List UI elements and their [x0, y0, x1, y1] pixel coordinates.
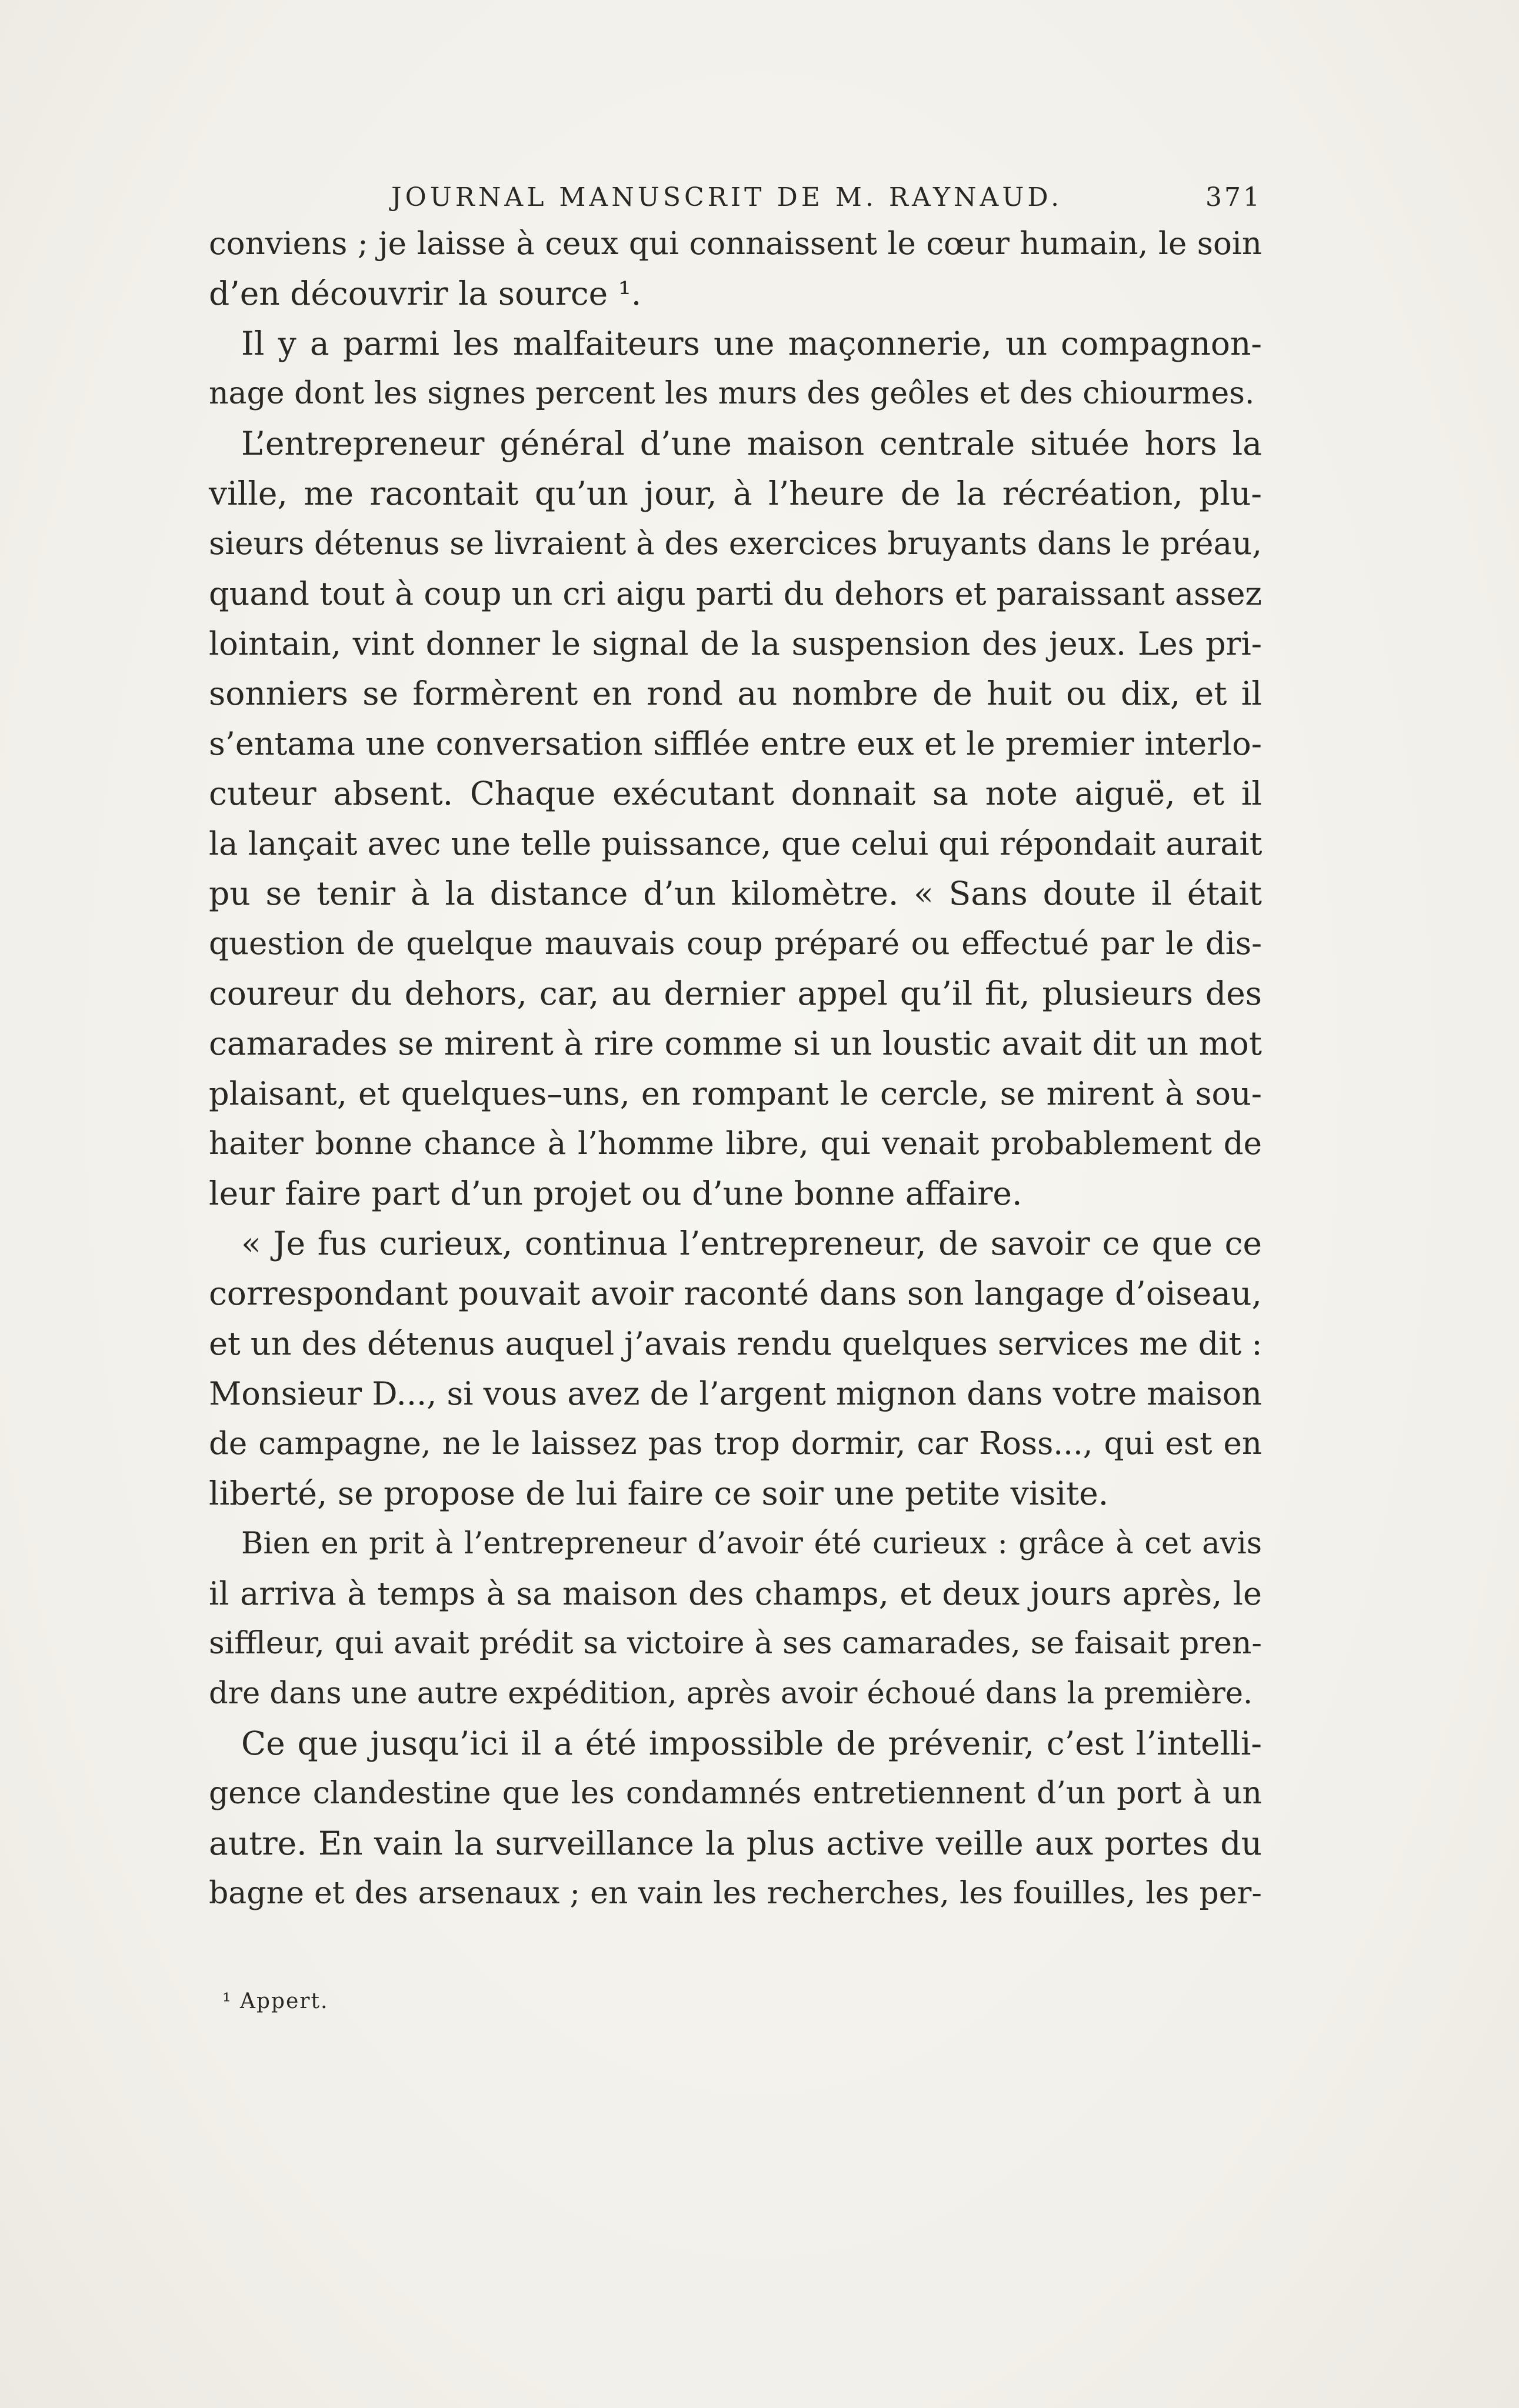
footnote: ¹ Appert. [222, 1989, 329, 2013]
text-line: gence clandestine que les condamnés entretiennent d’un port à un [209, 1776, 1262, 1811]
text-line: bagne et des arsenaux ; en vain les recherches, les fouilles, les per- [209, 1876, 1262, 1911]
text-line: Ce que jusqu’ici il a été impossible de prévenir, c’est l’intelli- [241, 1725, 1262, 1762]
text-line: autre. En vain la surveillance la plus active veille aux portes du [209, 1825, 1262, 1862]
text-line: s’entama une conversation sifflée entre eux et le premier interlo- [209, 725, 1262, 762]
text-line: correspondant pouvait avoir raconté dans son langage d’oiseau, [209, 1275, 1262, 1312]
text-line: haiter bonne chance à l’homme libre, qui venait probablement de [209, 1126, 1262, 1162]
text-line: il arriva à temps à sa maison des champs, et deux jours après, le [209, 1575, 1262, 1612]
text-line: nage dont les signes percent les murs des geôles et des chiourmes. [209, 376, 1255, 411]
text-line: pu se tenir à la distance d’un kilomètre. « Sans doute il était [209, 875, 1262, 912]
running-title: JOURNAL MANUSCRIT DE M. RAYNAUD. [391, 182, 1063, 212]
text-line: Monsieur D..., si vous avez de l’argent mignon dans votre maison [209, 1375, 1262, 1412]
text-line: question de quelque mauvais coup préparé ou effectué par le dis- [209, 926, 1262, 962]
text-line: camarades se mirent à rire comme si un loustic avait dit un mot [209, 1025, 1262, 1062]
text-line: Bien en prit à l’entrepreneur d’avoir été curieux : grâce à cet avis [241, 1526, 1262, 1561]
text-line: et un des détenus auquel j’avais rendu quelques services me dit : [209, 1325, 1262, 1362]
text-line: quand tout à coup un cri aigu parti du dehors et paraissant assez [209, 575, 1262, 612]
text-line: L’entrepreneur général d’une maison centrale située hors la [241, 425, 1262, 462]
text-line: siffleur, qui avait prédit sa victoire à ses camarades, se faisait pren- [209, 1626, 1262, 1661]
text-line: lointain, vint donner le signal de la suspension des jeux. Les pri- [209, 625, 1262, 662]
text-line: d’en découvrir la source ¹. [209, 275, 642, 312]
text-line: sonniers se formèrent en rond au nombre de huit ou dix, et il [209, 675, 1262, 712]
text-line: de campagne, ne le laissez pas trop dormir, car Ross..., qui est en [209, 1426, 1262, 1462]
text-line: dre dans une autre expédition, après avoir échoué dans la première. [209, 1676, 1253, 1711]
text-line: ville, me racontait qu’un jour, à l’heure de la récréation, plu- [209, 475, 1262, 512]
page-number: 371 [1205, 182, 1262, 212]
text-line: leur faire part d’un projet ou d’une bonne affaire. [209, 1175, 1022, 1212]
text-line: la lançait avec une telle puissance, que celui qui répondait aurait [209, 825, 1262, 862]
text-line: sieurs détenus se livraient à des exercices bruyants dans le préau, [209, 526, 1262, 562]
text-line: plaisant, et quelques–uns, en rompant le cercle, se mirent à sou- [209, 1075, 1262, 1112]
body-text [209, 219, 1262, 1919]
text-line: Il y a parmi les malfaiteurs une maçonnerie, un compagnon- [241, 325, 1262, 362]
page-header [209, 182, 1262, 218]
text-line: « Je fus curieux, continua l’entrepreneur, de savoir ce que ce [241, 1225, 1262, 1262]
text-line: conviens ; je laisse à ceux qui connaissent le cœur humain, le soin [209, 226, 1262, 262]
text-line: cuteur absent. Chaque exécutant donnait sa note aiguë, et il [209, 775, 1262, 812]
text-line: coureur du dehors, car, au dernier appel qu’il fit, plusieurs des [209, 975, 1262, 1012]
text-line: liberté, se propose de lui faire ce soir une petite visite. [209, 1475, 1109, 1512]
